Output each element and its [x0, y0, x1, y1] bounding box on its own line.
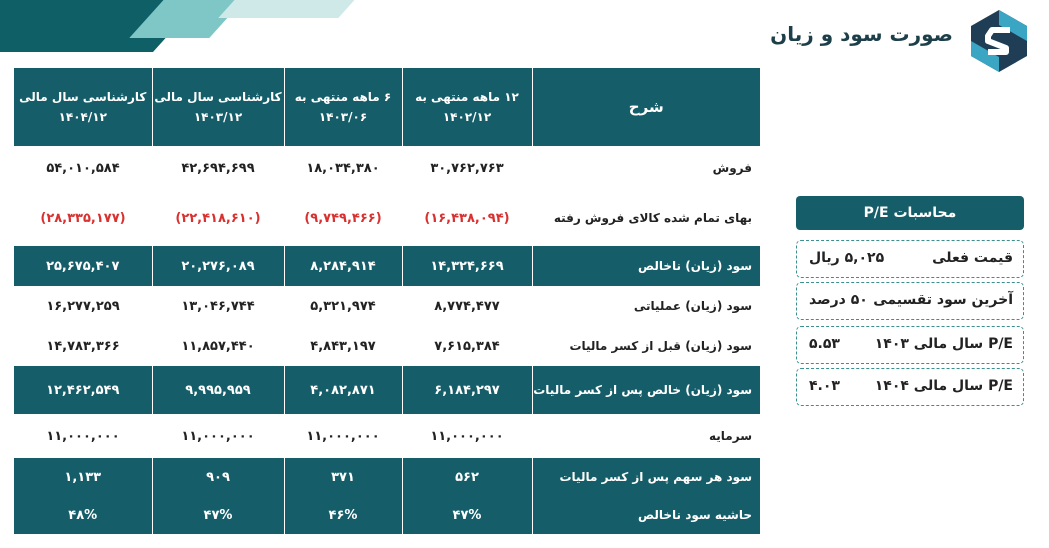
- cell-value: ۱۱,۰۰۰,۰۰۰: [430, 428, 504, 444]
- pe-item-value: ۵,۰۲۵ ریال: [809, 250, 885, 266]
- row-label: سود (زیان) قبل از کسر مالیات: [569, 339, 752, 353]
- table-row-highlight: [14, 496, 760, 534]
- row-label: سود (زیان) خالص پس از کسر مالیات: [532, 366, 760, 414]
- pe-item-label: P/E سال مالی ۱۴۰۳: [874, 336, 1013, 352]
- pe-panel-title: محاسبات P/E: [796, 196, 1024, 230]
- pe-item-label: آخرین سود تقسیمی: [873, 292, 1013, 308]
- cell-value: ۱۱,۸۵۷,۴۴۰: [181, 338, 255, 354]
- cell-value: ۴۷%: [402, 496, 532, 534]
- cell-value: ۹,۹۹۵,۹۵۹: [152, 366, 284, 414]
- column-header-1404-12: کارشناسی سال مالی ۱۴۰۴/۱۲: [14, 68, 152, 146]
- cell-value: ۱۱,۰۰۰,۰۰۰: [46, 428, 120, 444]
- pe-item-value: ۵۰ درصد: [809, 292, 868, 308]
- cell-value: ۳۷۱: [284, 458, 402, 496]
- cell-value: ۳۰,۷۶۲,۷۶۳: [430, 160, 504, 176]
- cell-value: (۲۲,۴۱۸,۶۱۰): [175, 210, 261, 226]
- table-row-highlight: [14, 458, 760, 496]
- column-header-1403-12: کارشناسی سال مالی ۱۴۰۳/۱۲: [152, 68, 284, 146]
- cell-value: ۱,۱۳۳: [14, 458, 152, 496]
- cell-value: (۱۶,۴۳۸,۰۹۴): [424, 210, 510, 226]
- column-header-description: شرح: [532, 68, 760, 146]
- cell-value: ۲۰,۲۷۶,۰۸۹: [152, 246, 284, 286]
- row-label: حاشیه سود ناخالص: [532, 496, 760, 534]
- page-title: صورت سود و زیان: [770, 22, 953, 46]
- cell-value: ۱۴,۳۲۴,۶۶۹: [402, 246, 532, 286]
- table-row-highlight: [14, 366, 760, 414]
- pe-item-pe-1404: [796, 368, 1024, 406]
- table-row: [14, 414, 760, 458]
- table-header-row: [14, 68, 760, 146]
- cell-value: ۱۱,۰۰۰,۰۰۰: [306, 428, 380, 444]
- pe-item-label: P/E سال مالی ۱۴۰۴: [874, 378, 1013, 394]
- table-row-highlight: [14, 246, 760, 286]
- cell-value: ۴۲,۶۹۴,۶۹۹: [181, 160, 255, 176]
- cell-value: ۶,۱۸۴,۲۹۷: [402, 366, 532, 414]
- cell-value: ۴۶%: [284, 496, 402, 534]
- cell-value: ۴,۰۸۲,۸۷۱: [284, 366, 402, 414]
- pe-panel: [796, 196, 1024, 394]
- cell-value: ۱۳,۰۴۶,۷۴۴: [181, 298, 255, 314]
- cell-value: ۹۰۹: [152, 458, 284, 496]
- row-label: فروش: [712, 161, 752, 175]
- decorative-stripes: [0, 0, 360, 60]
- row-label: سود هر سهم پس از کسر مالیات: [532, 458, 760, 496]
- cell-value: (۲۸,۳۳۵,۱۷۷): [40, 210, 126, 226]
- pe-item-value: ۴.۰۳: [809, 378, 840, 394]
- pe-item-pe-1403: [796, 326, 1024, 364]
- cell-value: ۸,۲۸۴,۹۱۴: [284, 246, 402, 286]
- company-logo-icon: [966, 8, 1032, 74]
- table-row: [14, 146, 760, 190]
- pe-item-last-dividend: [796, 282, 1024, 320]
- cell-value: ۵۶۲: [402, 458, 532, 496]
- cell-value: ۱۸,۰۳۴,۳۸۰: [306, 160, 380, 176]
- cell-value: (۹,۷۴۹,۴۶۶): [304, 210, 382, 226]
- cell-value: ۱۶,۲۷۷,۲۵۹: [46, 298, 120, 314]
- row-label: سود (زیان) ناخالص: [532, 246, 760, 286]
- table-row: [14, 190, 760, 246]
- row-label: بهای تمام شده کالای فروش رفته: [553, 211, 752, 225]
- row-label: سود (زیان) عملیاتی: [633, 299, 752, 313]
- cell-value: ۱۴,۷۸۳,۳۶۶: [46, 338, 120, 354]
- pe-item-label: قیمت فعلی: [932, 250, 1013, 266]
- cell-value: ۸,۷۷۴,۴۷۷: [434, 298, 500, 314]
- cell-value: ۱۱,۰۰۰,۰۰۰: [181, 428, 255, 444]
- cell-value: ۴۸%: [14, 496, 152, 534]
- cell-value: ۴۷%: [152, 496, 284, 534]
- cell-value: ۵,۳۲۱,۹۷۴: [310, 298, 376, 314]
- cell-value: ۲۵,۶۷۵,۴۰۷: [14, 246, 152, 286]
- row-label: سرمایه: [709, 429, 752, 443]
- table-row: [14, 286, 760, 326]
- cell-value: ۷,۶۱۵,۳۸۴: [434, 338, 500, 354]
- pe-item-current-price: [796, 240, 1024, 278]
- income-statement-table: [14, 68, 760, 534]
- column-header-1403-06: ۶ ماهه منتهی به ۱۴۰۳/۰۶: [284, 68, 402, 146]
- cell-value: ۱۲,۴۶۲,۵۴۹: [14, 366, 152, 414]
- table-row: [14, 326, 760, 366]
- cell-value: ۴,۸۴۳,۱۹۷: [310, 338, 376, 354]
- cell-value: ۵۴,۰۱۰,۵۸۴: [46, 160, 120, 176]
- column-header-1402-12: ۱۲ ماهه منتهی به ۱۴۰۲/۱۲: [402, 68, 532, 146]
- pe-item-value: ۵.۵۳: [809, 336, 840, 352]
